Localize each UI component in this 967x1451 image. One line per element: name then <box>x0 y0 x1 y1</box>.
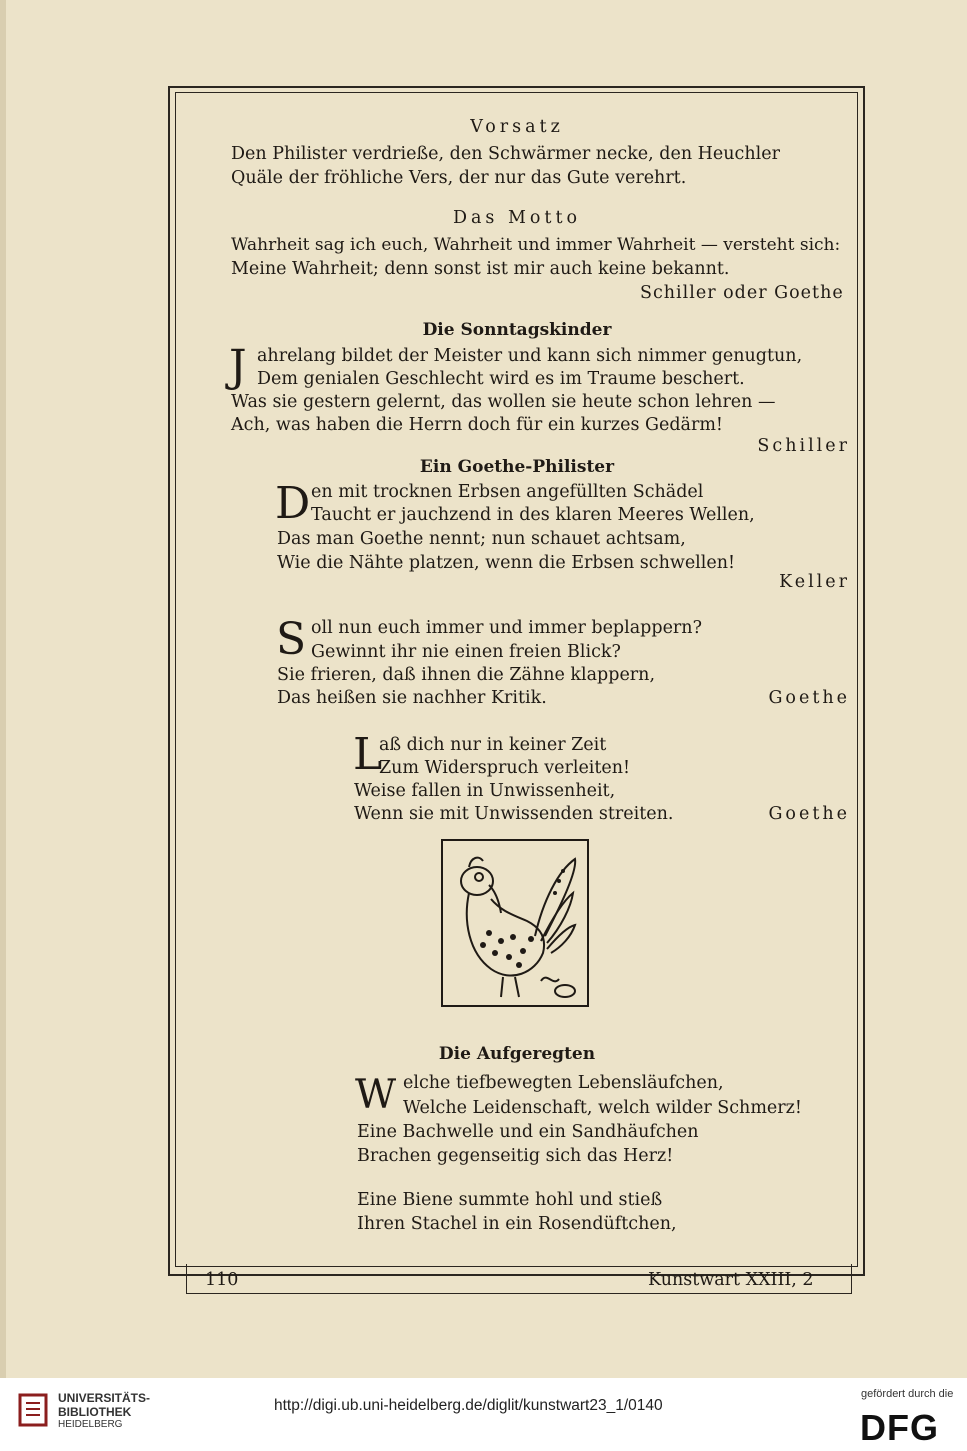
drop-cap: J <box>229 341 247 392</box>
poem-line: Den Philister verdrieße, den Schwärmer necke, den Heuchler <box>231 144 780 164</box>
journal-issue: Kunstwart XXIII, 2 <box>648 1270 814 1290</box>
drop-cap: W <box>355 1072 397 1118</box>
poem-line: ahrelang bildet der Meister und kann sich nimmer genugtun, <box>257 346 803 366</box>
poem-line: elche tiefbewegten Lebensläufchen, <box>403 1073 724 1093</box>
poem-line: Wie die Nähte platzen, wenn die Erbsen schwellen! <box>277 553 736 573</box>
poem-line: Eine Biene summte hohl und stieß <box>357 1190 663 1210</box>
poem-author: Schiller oder Goethe <box>640 283 844 303</box>
drop-cap: S <box>276 614 307 665</box>
drop-cap: L <box>353 729 383 780</box>
poem-author: Goethe <box>768 688 850 708</box>
poem-line: Brachen gegenseitig sich das Herz! <box>357 1146 674 1166</box>
poem-line: Ach, was haben die Herrn doch für ein kurzes Gedärm! <box>231 415 723 435</box>
poem-line: Ihren Stachel in ein Rosendüftchen, <box>357 1214 677 1234</box>
poem-author: Keller <box>779 572 850 592</box>
library-logo-icon <box>16 1389 52 1431</box>
poem-line: Meine Wahrheit; denn sonst ist mir auch keine bekannt. <box>231 259 730 279</box>
poem-line: Welche Leidenschaft, welch wilder Schmerz! <box>403 1098 802 1118</box>
poem-line: aß dich nur in keiner Zeit <box>379 735 607 755</box>
poem-line: Das man Goethe nennt; nun schauet achtsam, <box>277 529 686 549</box>
rooster-woodcut-icon <box>441 839 589 1007</box>
poem-line: Weise fallen in Unwissenheit, <box>354 781 616 801</box>
poem-author: Schiller <box>757 436 850 456</box>
permalink-url[interactable]: http://digi.ub.uni-heidelberg.de/diglit/kunstwart23_1/0140 <box>274 1397 663 1414</box>
poem-title-goethe-philister: Ein Goethe-Philister <box>419 457 615 477</box>
rooster-drawing <box>443 841 587 1005</box>
page-edge <box>0 0 6 1378</box>
drop-cap: D <box>275 478 311 529</box>
library-name-line: UNIVERSITÄTS- <box>58 1391 151 1405</box>
poem-line: Gewinnt ihr nie einen freien Blick? <box>311 642 621 662</box>
poem-line: Eine Bachwelle und ein Sandhäufchen <box>357 1122 699 1142</box>
poem-line: Was sie gestern gelernt, das wollen sie heute schon lehren — <box>231 392 776 412</box>
library-name-line: HEIDELBERG <box>58 1419 123 1430</box>
poem-line: Zum Widerspruch verleiten! <box>379 758 631 778</box>
poem-line: Das heißen sie nachher Kritik. <box>277 688 547 708</box>
poem-title-sonntagskinder: Die Sonntagskinder <box>422 320 612 340</box>
poem-line: Dem genialen Geschlecht wird es im Traume beschert. <box>257 369 745 389</box>
library-name-line: BIBLIOTHEK <box>58 1405 132 1419</box>
poem-line: Quäle der fröhliche Vers, der nur das Gute verehrt. <box>231 168 687 188</box>
poem-title-aufgeregten: Die Aufgeregten <box>438 1044 596 1064</box>
poem-line: Wahrheit sag ich euch, Wahrheit und immer Wahrheit — versteht sich: <box>231 235 841 255</box>
poem-title-motto: Das Motto <box>452 208 582 228</box>
poem-line: Sie frieren, daß ihnen die Zähne klappern, <box>277 665 656 685</box>
page-number: 110 <box>205 1270 239 1290</box>
dfg-logo: DFG <box>860 1407 939 1448</box>
poem-line: oll nun euch immer und immer beplappern? <box>311 618 702 638</box>
poem-line: Taucht er jauchzend in des klaren Meeres Wellen, <box>311 505 755 525</box>
poem-line: en mit trocknen Erbsen angefüllten Schädel <box>311 482 704 502</box>
poem-line: Wenn sie mit Unwissenden streiten. <box>354 804 674 824</box>
poem-title-vorsatz: Vorsatz <box>470 117 564 137</box>
poem-author: Goethe <box>768 804 850 824</box>
funding-note: gefördert durch die <box>861 1388 954 1400</box>
